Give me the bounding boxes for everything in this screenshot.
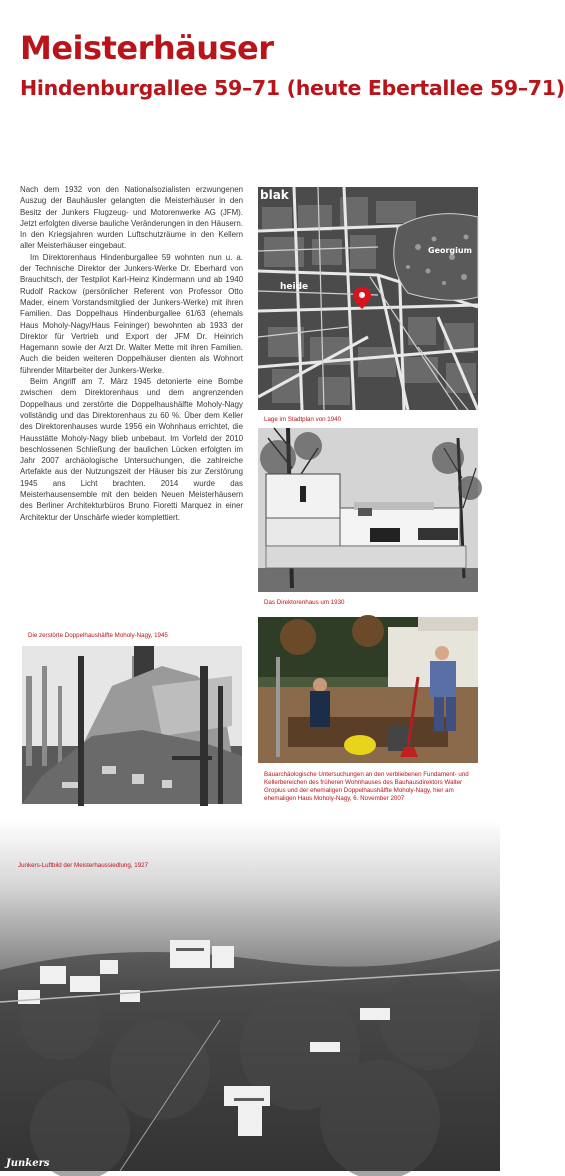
aerial-caption: Junkers-Luftbild der Meisterhaussiedlung, 1927 xyxy=(18,862,149,869)
body-paragraph: Im Direktorenhaus Hindenburgallee 59 wohnten nun u. a. der Technische Direktor der Junkers-Werke Dr. Eberhard von Brauchitsch, der Testpilot Karl-Heinz Kindermann und ab 1940 Rudolf Rackow (persönlicher Referent von Professor Otto Mader, einem Vorstandsmitglied der Junkers-Werke) mit ihren Familien. Das Doppelhaus Hindenburgallee 61/63 (ehemals Haus Moholy-Nagy/Haus Feininger) bewohnten ab 1933 der Direktor für Vertrieb und Export der JFM Dr. Heinrich Hagemann sowie der Arzt Dr. Walter Mette mit ihren Familien. Auch die beiden weiteren Doppelhäuser dienten als Wohnort führender Mitarbeiter der Junkers-Werke. xyxy=(20,252,243,375)
director-house-caption: Das Direktorenhaus um 1930 xyxy=(264,599,345,606)
director-house-photo xyxy=(258,428,478,592)
map-label: blak xyxy=(260,188,289,202)
page-subtitle: Hindenburgallee 59–71 (heute Ebertallee 59–71) xyxy=(20,76,565,100)
svg-text:Junkers: Junkers xyxy=(6,1158,50,1169)
map-label: heide xyxy=(280,282,309,292)
body-text xyxy=(20,184,243,523)
page-title: Meisterhäuser xyxy=(20,29,274,67)
destroyed-house-caption: Die zerstörte Doppelhaushälfte Moholy-Nagy, 1945 xyxy=(28,632,168,639)
city-map-1940 xyxy=(258,187,478,410)
destroyed-house-photo xyxy=(22,646,242,804)
excavation-caption: Bauarchäologische Untersuchungen an den verbliebenen Fundament- und Kellerbereichen des früheren Wohnhauses des Bauhausdirektors Walter Gropius und der ehemaligen Doppelhaushälfte Moholy-Nagy, hier am ehemaligen Haus Moholy-Nagy, 6. November 2007 xyxy=(264,771,469,802)
map-caption: Lage im Stadtplan von 1940 xyxy=(264,416,342,423)
aerial-photo xyxy=(0,820,500,1171)
excavation-photo xyxy=(258,617,478,763)
body-paragraph: Nach dem 1932 von den Nationalsozialisten erzwungenen Auszug der Bauhäusler gelangten die Meisterhäuser in den Besitz der Junkers Flugzeug- und Motorenwerke AG (JFM). Jetzt erfolgten diverse bauliche Veränderungen in den Häusern. In den Kriegsjahren wurden Luftschutzräume in den Kellern aller Meisterhäuser eingebaut. xyxy=(20,185,243,251)
map-label: Georgium xyxy=(428,246,472,255)
body-paragraph: Beim Angriff am 7. März 1945 detonierte eine Bombe zwischen dem Direktorenhaus und dem angrenzenden Doppelhaus und zerstörte die Doppelhaushälfte Moholy-Nagy vollständig und das Direktorenhaus zu 60 %. Über dem Keller des Direktorenhauses wurde 1956 ein Wohnhaus errichtet, die Hausstätte Moholy-Nagy blieb unbebaut. Im Vorfeld der 2010 beschlossenen Schließung der baulichen Lücken erfolgten im Jahr 2007 archäologische Untersuchungen, die zahlreiche Artefakte aus der Nutzungszeit der Häuser bis zur Zerstörung 1945 ans Licht brachten. 2014 wurde das Meisterhausensemble mit den beiden Neuen Meisterhäusern des Berliner Architekturbüros Bruno Fioretti Marquez in einer Architektur der Unschärfe wieder komplettiert. xyxy=(20,377,243,522)
